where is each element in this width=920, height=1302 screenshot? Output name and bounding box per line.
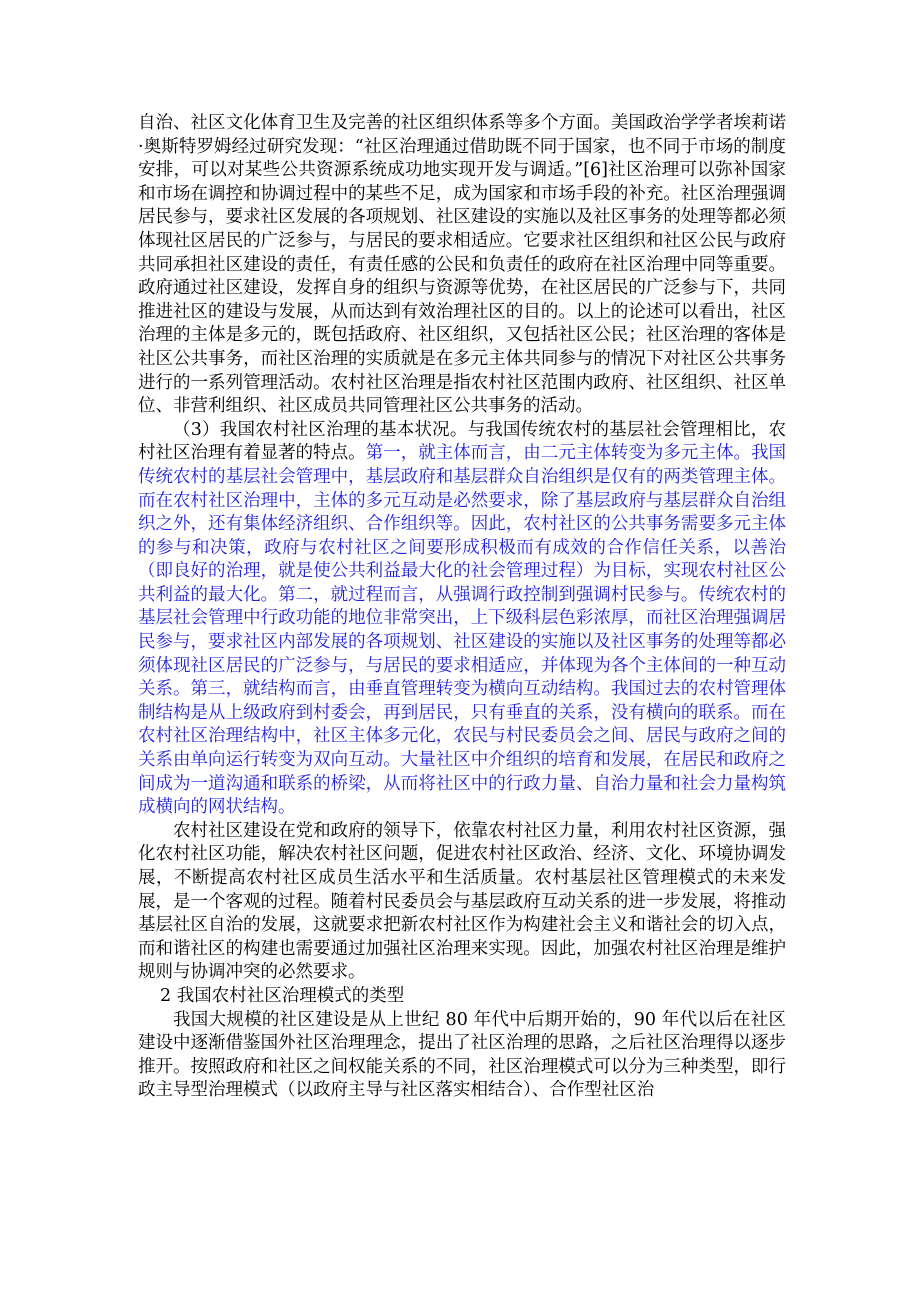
paragraph-1: 自治、社区文化体育卫生及完善的社区组织体系等多个方面。美国政治学学者埃莉诺·奥斯特罗姆经过研究发现：“社区治理通过借助既不同于国家，也不同于市场的制度安排，可以对某些公共资源系统成功地实现开发与调适。”[6]社区治理可以弥补国家和市场在调控和协调过程中的某些不足，成为国家和市场手段的补充。社区治理强调居民参与，要求社区发展的各项规划、社区建设的实施以及社区事务的处理等都必须体现社区居民的广泛参与，与居民的要求相适应。它要求社区组织和社区公民与政府共同承担社区建设的责任，有责任感的公民和负责任的政府在社区治理中同等重要。政府通过社区建设，发挥自身的组织与资源等优势，在社区居民的广泛参与下，共同推进社区的建设与发展，从而达到有效治理社区的目的。以上的论述可以看出，社区治理的主体是多元的，既包括政府、社区组织，又包括社区公民；社区治理的客体是社区公共事务，而社区治理的实质就是在多元主体共同参与的情况下对社区公共事务进行的一系列管理活动。农村社区治理是指农村社区范围内政府、社区组织、社区单位、非营利组织、社区成员共同管理社区公共事务的活动。 (138, 113, 786, 417)
section-heading: 2 我国农村社区治理模式的类型 (160, 985, 405, 1006)
paragraph-3: 农村社区建设在党和政府的领导下，依靠农村社区力量，利用农村社区资源，强化农村社区功能，解决农村社区问题，促进农村社区政治、经济、文化、环境协调发展，不断提高农村社区成员生活水平和生活质量。农村基层社区管理模式的未来发展，是一个客观的过程。随着村民委员会与基层政府互动关系的进一步发展，将推动基层社区自治的发展，这就要求把新农村社区作为构建社会主义和谐社会的切入点，而和谐社区的构建也需要通过加强社区治理来实现。因此，加强农村社区治理是维护规则与协调冲突的必然要求。 (138, 820, 786, 983)
paragraph-2-highlighted: 第一，就主体而言，由二元主体转变为多元主体。我国传统农村的基层社会管理中，基层政府和基层群众自治组织是仅有的两类管理主体。而在农村社区治理中，主体的多元互动是必然要求，除了基层政府与基层群众自治组织之外，还有集体经济组织、合作组织等。因此，农村社区的公共事务需要多元主体的参与和决策，政府与农村社区之间要形成积极而有成效的合作信任关系，以善治（即良好的治理，就是使公共利益最大化的社会管理过程）为目标，实现农村社区公共利益的最大化。第二，就过程而言，从强调行政控制到强调村民参与。传统农村的基层社会管理中行政功能的地位非常突出，上下级科层色彩浓厚，而社区治理强调居民参与，要求社区内部发展的各项规划、社区建设的实施以及社区事务的处理等都必须体现社区居民的广泛参与，与居民的要求相适应，并体现为各个主体间的一种互动关系。第三，就结构而言，由垂直管理转变为横向互动结构。我国过去的农村管理体制结构是从上级政府到村委会，再到居民，只有垂直的关系，没有横向的联系。而在农村社区治理结构中，社区主体多元化，农民与村民委员会之间、居民与政府之间的关系由单向运行转变为双向互动。大量社区中介组织的培育和发展，在居民和政府之间成为一道沟通和联系的桥梁，从而将社区中的行政力量、自治力量和社会力量构筑成横向的网状结构。 (138, 443, 787, 818)
document-page (138, 112, 786, 1103)
paragraph-4: 我国大规模的社区建设是从上世纪 80 年代中后期开始的，90 年代以后在社区建设中逐渐借鉴国外社区治理理念，提出了社区治理的思路，之后社区治理得以逐步推开。按照政府和社区之间权能关系的不同，社区治理模式可以分为三种类型，即行政主导型治理模式（以政府主导与社区落实相结合）、合作型社区治 (138, 1009, 786, 1101)
paragraph-2-intro: （3）我国农村社区治理的基本状况。与我国传统农村的基层社会管理相比，农村社区治理有着显著的特点。 (138, 419, 786, 464)
paragraph-2 (138, 419, 786, 820)
